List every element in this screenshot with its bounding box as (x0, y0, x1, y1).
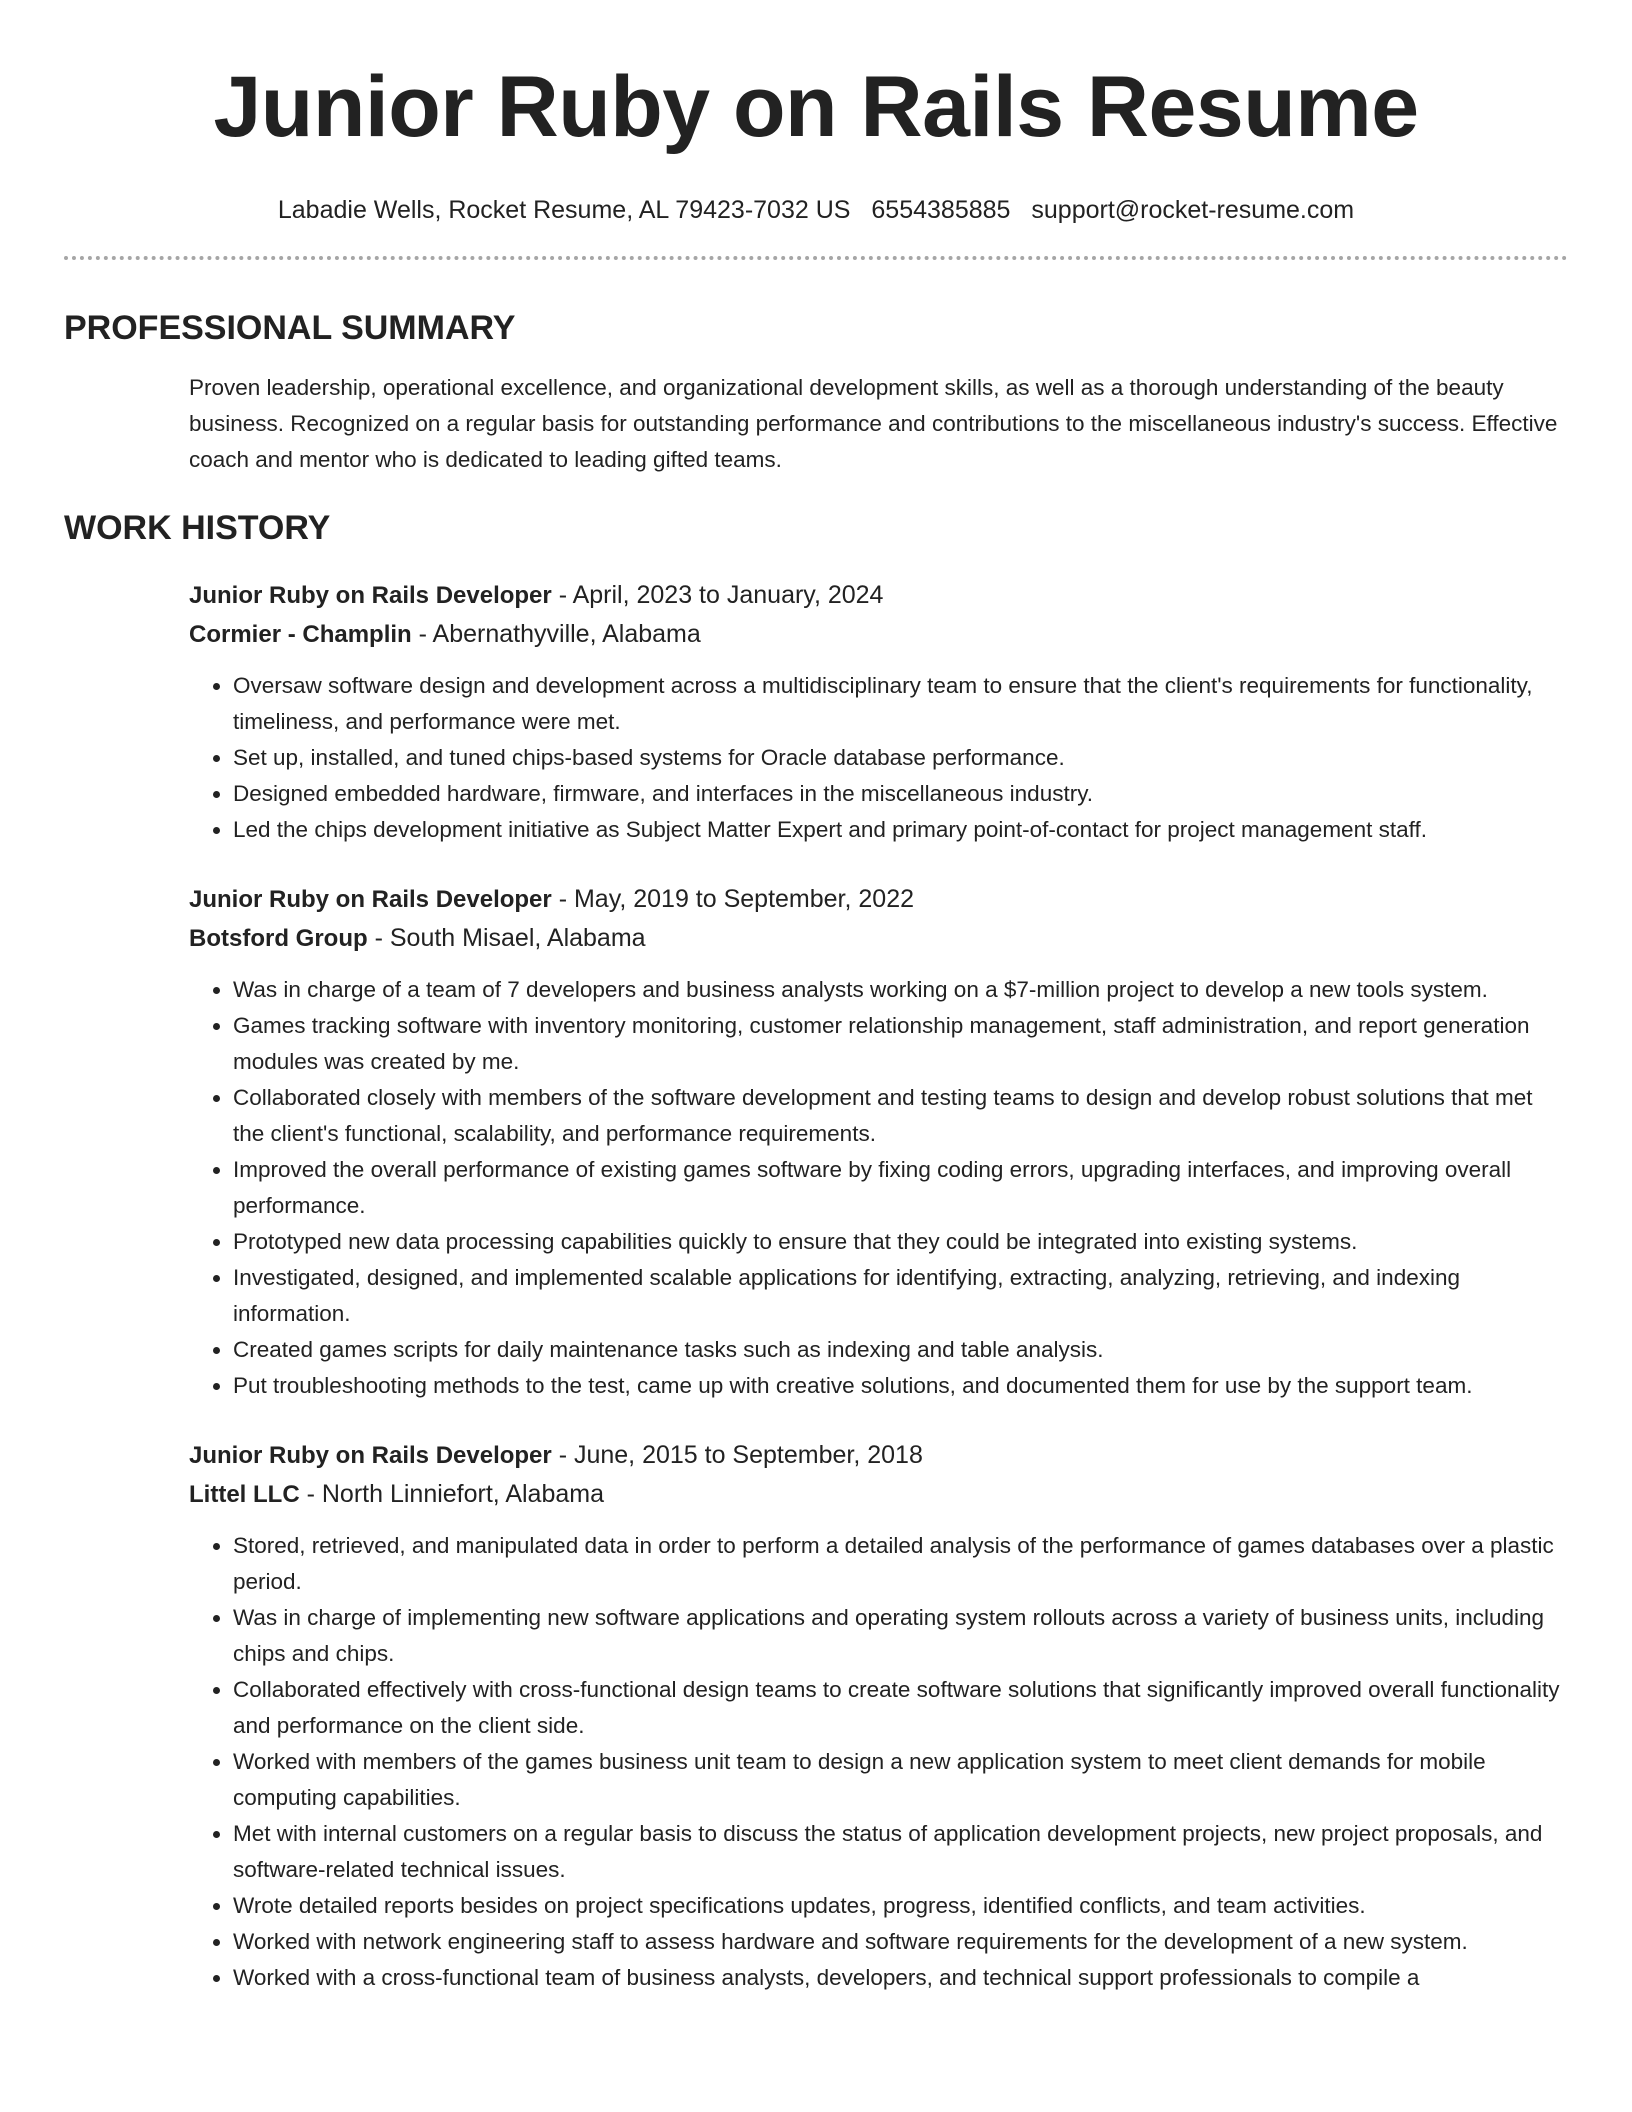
job-title: Junior Ruby on Rails Developer (189, 1442, 552, 1469)
list-item: • Led the chips development initiative as Subject Matter Expert and primary point-of-contact for project management staff. (233, 812, 1568, 848)
contact-line (64, 192, 1568, 228)
list-item: • Collaborated effectively with cross-functional design teams to create software solutions that significantly improved overall functionality and performance on the client side. (233, 1672, 1568, 1744)
list-item: • Worked with network engineering staff to assess hardware and software requirements for the development of a new system. (233, 1924, 1568, 1960)
summary-text: Proven leadership, operational excellence, and organizational development skills, as well as a thorough understanding of the beauty business. Recognized on a regular basis for outstanding performance and contributions to the miscellaneous industry's success. Effective coach and mentor who is dedicated to leading gifted teams. (189, 375, 1558, 472)
list-item: • Stored, retrieved, and manipulated data in order to perform a detailed analysis of the performance of games databases over a plastic period. (233, 1528, 1568, 1600)
job-entry (189, 1436, 1568, 1996)
list-item: • Worked with members of the games business unit team to design a new application system to meet client demands for mobile computing capabilities. (233, 1744, 1568, 1816)
list-item: • Put troubleshooting methods to the test, came up with creative solutions, and documented them for use by the support team. (233, 1368, 1568, 1404)
list-item: • Designed embedded hardware, firmware, and interfaces in the miscellaneous industry. (233, 776, 1568, 812)
job-company: Cormier - Champlin (189, 621, 412, 648)
list-item: • Created games scripts for daily maintenance tasks such as indexing and table analysis. (233, 1332, 1568, 1368)
job-company: Botsford Group (189, 925, 368, 952)
job-title-line (189, 576, 1568, 615)
job-company-line (189, 615, 1568, 654)
list-item: • Worked with a cross-functional team of business analysts, developers, and technical support professionals to compile a (233, 1960, 1568, 1996)
page-title: Junior Ruby on Rails Resume (213, 59, 1419, 155)
header-divider (64, 256, 1568, 260)
list-item: • Was in charge of implementing new software applications and operating system rollouts across a variety of business units, including chips and chips. (233, 1600, 1568, 1672)
job-bullets (189, 972, 1568, 1404)
list-item: • Was in charge of a team of 7 developers and business analysts working on a $7-million project to develop a new tools system. (233, 972, 1568, 1008)
job-location: - North Linniefort, Alabama (306, 1480, 604, 1508)
list-item: • Games tracking software with inventory monitoring, customer relationship management, staff administration, and report generation modules was created by me. (233, 1008, 1568, 1080)
list-item: • Set up, installed, and tuned chips-based systems for Oracle database performance. (233, 740, 1568, 776)
job-dates: - May, 2019 to September, 2022 (558, 885, 915, 913)
job-company-line (189, 1475, 1568, 1514)
list-item: • Collaborated closely with members of the software development and testing teams to design and develop robust solutions that met the client's functional, scalability, and performance requirements. (233, 1080, 1568, 1152)
contact-address: Labadie Wells, Rocket Resume, AL 79423-7032 US (277, 196, 851, 224)
job-bullets (189, 1528, 1568, 1996)
list-item: • Oversaw software design and development across a multidisciplinary team to ensure that the client's requirements for functionality, timeliness, and performance were met. (233, 668, 1568, 740)
contact-phone: 6554385885 (871, 196, 1011, 224)
job-entry (189, 576, 1568, 848)
list-item: • Met with internal customers on a regular basis to discuss the status of application development projects, new project proposals, and software-related technical issues. (233, 1816, 1568, 1888)
job-title-line (189, 880, 1568, 919)
list-item: • Investigated, designed, and implemented scalable applications for identifying, extracting, analyzing, retrieving, and indexing information. (233, 1260, 1568, 1332)
job-location: - South Misael, Alabama (374, 924, 646, 952)
section-heading-summary: PROFESSIONAL SUMMARY (64, 309, 516, 347)
job-dates: - June, 2015 to September, 2018 (558, 1441, 923, 1469)
job-entry (189, 880, 1568, 1404)
job-dates: - April, 2023 to January, 2024 (558, 581, 884, 609)
job-bullets (189, 668, 1568, 848)
job-title: Junior Ruby on Rails Developer (189, 886, 552, 913)
job-company-line (189, 919, 1568, 958)
list-item: • Wrote detailed reports besides on project specifications updates, progress, identified conflicts, and team activities. (233, 1888, 1568, 1924)
job-location: - Abernathyville, Alabama (418, 620, 701, 648)
contact-email: support@rocket-resume.com (1031, 196, 1355, 224)
list-item: • Improved the overall performance of existing games software by fixing coding errors, upgrading interfaces, and improving overall performance. (233, 1152, 1568, 1224)
job-title-line (189, 1436, 1568, 1475)
list-item: • Prototyped new data processing capabilities quickly to ensure that they could be integrated into existing systems. (233, 1224, 1568, 1260)
job-company: Littel LLC (189, 1481, 300, 1508)
job-title: Junior Ruby on Rails Developer (189, 582, 552, 609)
section-heading-work: WORK HISTORY (64, 509, 331, 547)
